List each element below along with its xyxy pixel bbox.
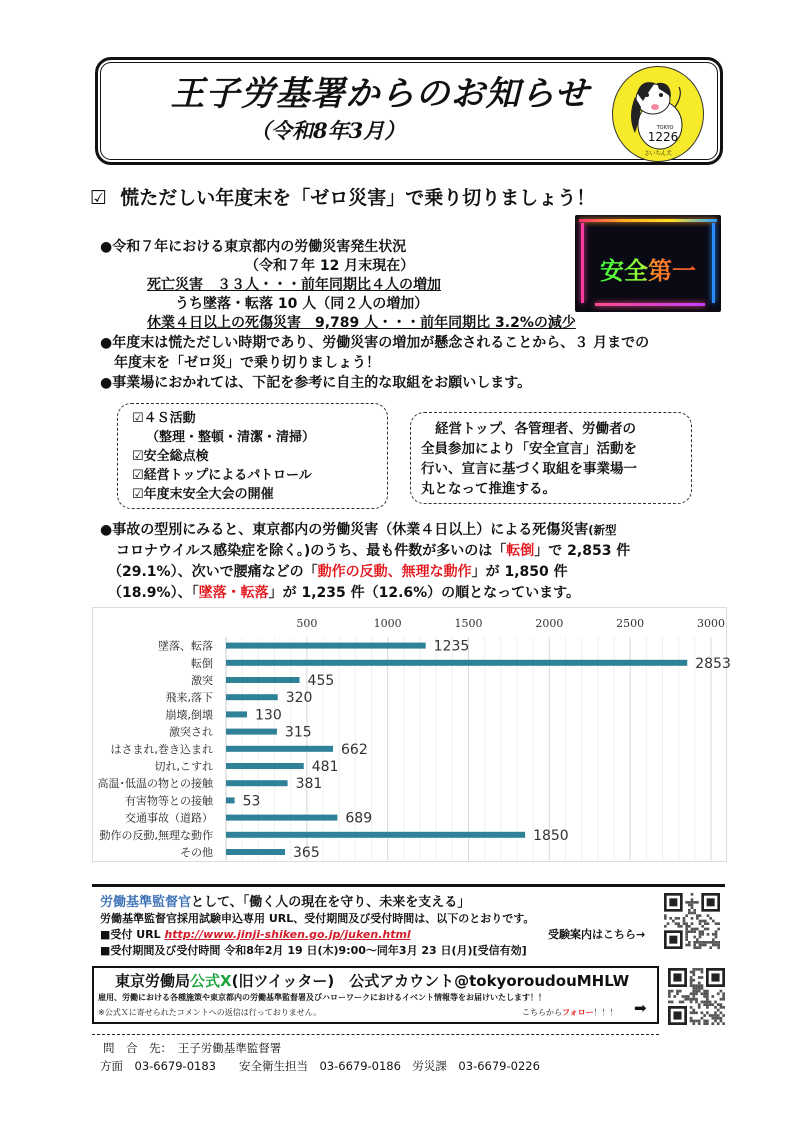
checklist-item: ☑４Ｓ活動 xyxy=(132,411,196,426)
bar xyxy=(226,729,277,735)
bar-value-label: 689 xyxy=(345,810,373,827)
x-qr-code[interactable] xyxy=(668,968,725,1032)
follow-text: ！！！ xyxy=(593,1008,618,1017)
paragraph-1-line-2: 年度末を「ゼロ災」で乗り切りましょう！ xyxy=(114,355,380,371)
bar-value-label: 1850 xyxy=(533,827,569,844)
bar-value-label: 455 xyxy=(307,673,335,689)
status-injury: 休業４日以上の死傷災害 9,789 人・・・前年同期比 3.2%の減少 xyxy=(147,315,576,331)
x-title-text: 東京労働局 xyxy=(115,972,191,990)
category-label: 飛来,落下 xyxy=(165,691,213,705)
mascot-name: さいちん犬 xyxy=(644,151,672,157)
recruit-url-line xyxy=(100,926,411,942)
bar xyxy=(226,746,333,752)
checklist-item: ☑安全総点検 xyxy=(132,449,209,464)
checklist-item: ☑年度末安全大会の開催 xyxy=(132,487,274,502)
bar xyxy=(226,643,426,649)
analysis-text: （29.1%）、次いで腰痛などの「 xyxy=(108,564,318,580)
bar-value-label: 381 xyxy=(295,776,323,793)
status-death-sub: うち墜落・転落 10 人（同２人の増加） xyxy=(175,296,429,312)
bar-value-label: 315 xyxy=(284,724,312,741)
category-label: 激突され xyxy=(169,725,213,739)
category-label: 交通事故（道路） xyxy=(125,811,213,825)
follow-link[interactable] xyxy=(522,1007,618,1018)
bar xyxy=(226,711,247,717)
page-subtitle: （令和8年3月） xyxy=(250,118,406,143)
x-account-title xyxy=(115,970,629,991)
analysis-text: 」で 2,853 件 xyxy=(534,543,631,559)
recruit-title-rest: として、「働く人の現在を守り、未来を支える」 xyxy=(191,895,471,910)
headline-text: 慌ただしい年度末を「ゼロ災害」で乗り切りましょう！ xyxy=(120,187,596,209)
bar xyxy=(226,677,300,683)
declaration-line: 行い、宣言に基づく取組を事業場一 xyxy=(421,461,637,477)
analysis-text: ●事故の型別にみると、東京都内の労働災害（休業４日以上）による死傷災害 xyxy=(100,522,589,538)
checkbox-icon: ☑ xyxy=(90,187,108,209)
analysis-text: 」が 1,850 件 xyxy=(471,564,568,580)
analysis-text: 」が 1,235 件（12.6%）の順となっています。 xyxy=(268,585,581,601)
category-label: はさまれ,巻き込まれ xyxy=(110,742,213,756)
analysis-text-small: (新型 xyxy=(588,523,617,537)
x-title-text: (旧ツイッター) 公式アカウント@tokyoroudouMHLW xyxy=(231,972,630,990)
x-tick-label: 1500 xyxy=(454,617,483,630)
bar-value-label: 481 xyxy=(311,759,339,775)
recruit-title-blue: 労働基準監督官 xyxy=(100,895,192,910)
bar xyxy=(226,694,278,700)
category-label: 高温･低温の物との接触 xyxy=(97,777,213,791)
x-tick-label: 2000 xyxy=(535,617,564,630)
follow-highlight: フォロー xyxy=(562,1008,594,1017)
bar-value-label: 1235 xyxy=(433,638,470,655)
recruit-title xyxy=(100,891,470,910)
x-tick-label: 1000 xyxy=(373,617,402,630)
x-tick-label: 2500 xyxy=(616,617,645,630)
footer-phones: 方面 03-6679-0183 安全衛生担当 03-6679-0186 労災課 03-6679-0226 xyxy=(100,1059,540,1073)
bar xyxy=(226,780,288,786)
bar xyxy=(226,815,337,821)
page-title: 王子労基署からのお知らせ xyxy=(170,74,590,114)
x-account-note: ※公式Ｘに寄せられたコメントへの返信は行っておりません。 xyxy=(98,1008,322,1017)
declaration-line: 全員参加により「安全宣言」活動を xyxy=(421,441,637,457)
analysis-highlight: 墜落・転落 xyxy=(198,585,269,601)
status-death: 死亡災害 ３３人・・・前年同期比４人の増加 xyxy=(147,277,441,293)
status-title: ●令和７年における東京都内の労働災害発生状況 xyxy=(100,239,407,255)
category-label: 切れ,こすれ xyxy=(154,760,213,773)
analysis-highlight: 動作の反動、無理な動作 xyxy=(317,564,472,580)
category-label: 崩壊,倒壊 xyxy=(165,708,213,722)
bar-value-label: 53 xyxy=(242,793,261,810)
exam-guide-link[interactable]: 受験案内はこちら→ xyxy=(548,928,646,941)
declaration-line: 経営トップ、各管理者、労働者の xyxy=(435,421,637,437)
x-tick-label: 3000 xyxy=(697,617,725,630)
bar xyxy=(226,763,304,769)
bar xyxy=(226,849,285,855)
bar xyxy=(226,660,687,666)
analysis-text: （18.9%）、「 xyxy=(108,585,199,601)
mascot-number: 1226 xyxy=(647,130,679,144)
recruit-line-2: 労働基準監督官採用試験申込専用 URL、受付期間及び受付時間は、以下のとおりです。 xyxy=(100,912,535,925)
recruit-url-link[interactable]: http://www.jinji-shiken.go.jp/juken.html xyxy=(164,928,411,941)
bar-value-label: 130 xyxy=(255,707,282,724)
analysis-text: コロナウイルス感染症を除く。)のうち、最も件数が多いのは「 xyxy=(116,543,507,559)
category-label: 激突 xyxy=(191,674,213,687)
footer-contact: 問 合 先： 王子労働基準監督署 xyxy=(103,1041,282,1055)
bar-value-label: 662 xyxy=(341,741,368,758)
recruit-qr-code[interactable] xyxy=(664,893,725,949)
mascot-tokyo: TOKYO xyxy=(656,125,674,131)
recruit-period: ■受付期間及び受付時間 令和8年2月 19 日(木)9:00～同年3月 23 日(月)[受信有効] xyxy=(100,944,527,957)
category-label: 動作の反動,無理な動作 xyxy=(99,828,213,842)
declaration-line: 丸となって推進する。 xyxy=(421,481,556,497)
recruit-url-label: ■受付 URL xyxy=(100,928,165,941)
status-as-of: （令和７年 12 月末現在） xyxy=(245,258,415,274)
paragraph-1-line-1: ●年度末は慌ただしい時期であり、労働災害の増加が懸念されることから、３ 月までの xyxy=(100,335,650,351)
x-account-desc: 雇用、労働における各種施策や東京都内の労働基準監督署及びハローワークにおけるイベント情報等をお届けいたします！！ xyxy=(98,993,546,1002)
category-label: 墜落、転落 xyxy=(158,639,213,653)
analysis-highlight: 転倒 xyxy=(506,543,535,559)
x-tick-label: 500 xyxy=(296,617,318,630)
footer-divider xyxy=(92,1034,659,1035)
bar-value-label: 365 xyxy=(293,845,320,861)
arrow-right-icon: ➡ xyxy=(634,999,647,1017)
category-label: その他 xyxy=(180,846,213,859)
category-label: 転倒 xyxy=(191,656,213,670)
neon-text: 安全第一 xyxy=(600,257,696,285)
bar xyxy=(226,797,235,803)
bar xyxy=(226,832,525,838)
x-title-green: 公式X xyxy=(190,972,232,990)
category-label: 有害物等との接触 xyxy=(125,794,213,808)
checklist-item: ☑経営トップによるパトロール xyxy=(132,468,312,483)
paragraph-2: ●事業場におかれては、下記を参考に自主的な取組をお願いします。 xyxy=(100,375,532,391)
bar-value-label: 2853 xyxy=(695,655,731,672)
checklist-item: （整理・整頓・清潔・清掃） xyxy=(146,430,316,445)
bar-value-label: 320 xyxy=(285,690,313,707)
follow-text: こちらから xyxy=(522,1008,562,1017)
